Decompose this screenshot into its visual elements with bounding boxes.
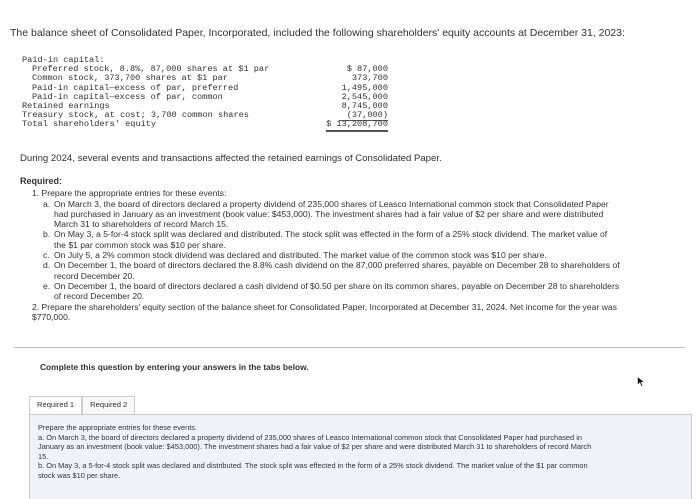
panel-line: Prepare the appropriate entries for these events. — [38, 423, 197, 432]
divider — [14, 347, 685, 348]
instructions-note: Complete this question by entering your answers in the tabs below. — [40, 362, 309, 372]
panel-text — [38, 423, 598, 481]
requirement-1: 1. Prepare the appropriate entries for these events: — [32, 188, 227, 199]
requirement-1-items — [20, 199, 620, 302]
required-section — [20, 176, 620, 322]
item-letter: b. — [43, 229, 51, 240]
tab-bar — [29, 396, 135, 415]
item-letter: c. — [43, 250, 50, 261]
list-item — [43, 229, 620, 250]
equity-heading: Paid-in capital: — [22, 55, 105, 65]
equity-row-label: Retained earnings — [22, 100, 110, 111]
list-item — [43, 281, 620, 302]
equity-table — [22, 56, 398, 130]
equity-total-row — [22, 120, 398, 129]
item-letter: d. — [43, 260, 51, 271]
equity-row-value: 8,745,000 — [341, 100, 388, 111]
item-letter: a. — [43, 198, 51, 209]
item-text: On December 1, the board of directors declared a cash dividend of $0.50 per share on its common shares, payable on December 28 to shareholders of record December 20. — [54, 280, 620, 302]
tab-required-2[interactable]: Required 2 — [82, 396, 135, 415]
list-item — [43, 260, 620, 281]
equity-total-label: Total shareholders' equity — [22, 119, 157, 130]
equity-row-label: Paid-in capital—excess of par, preferred — [32, 82, 239, 93]
item-letter: e. — [43, 280, 51, 291]
list-item — [43, 199, 620, 230]
equity-row-value: (37,000) — [339, 111, 388, 121]
during-text: During 2024, several events and transactions affected the retained earnings of Consolidated Paper. — [20, 153, 442, 164]
equity-row-label: Treasury stock, at cost; 3,700 common shares — [22, 110, 249, 121]
equity-row-value: 1,495,000 — [341, 82, 388, 93]
equity-row-label: Common stock, 373,700 shares at $1 par — [32, 73, 228, 84]
equity-row-label: Paid-in capital—excess of par, common — [32, 91, 223, 102]
item-text: On July 5, a 2% common stock dividend was declared and distributed. The market value of the common stock was $10 per share. — [54, 250, 547, 261]
tab-required-1[interactable]: Required 1 — [29, 396, 82, 415]
mouse-cursor-icon — [637, 376, 646, 387]
requirement-2: 2. Prepare the shareholders' equity section of the balance sheet for Consolidated Paper, Incorporated at December 31, 2024. Net income for the year was $770,000. — [32, 301, 617, 322]
equity-row-label: Preferred stock, 8.8%, 87,000 shares at $1 par — [32, 64, 270, 75]
equity-total-value: $ 13,208,700 — [326, 119, 388, 130]
intro-text: The balance sheet of Consolidated Paper, Incorporated, included the following shareholders' equity accounts at December 31, 2023: — [10, 27, 625, 39]
panel-line: b. On May 3, a 5-for-4 stock split was declared and distributed. The stock split was effected in the form of a 25% stock dividend. The market value of the $1 par common stock was $10 per share. — [38, 461, 588, 480]
tab-panel — [29, 414, 692, 499]
equity-row-value: 2,545,000 — [341, 91, 388, 102]
item-text: On May 3, a 5-for-4 stock split was declared and distributed. The stock split was effected in the form of a 25% stock dividend. The market value of the $1 par common stock was $10 per share. — [54, 229, 608, 250]
panel-line: a. On March 3, the board of directors declared a property dividend of 235,000 shares of Leasco International common stock that Consolidated Paper had purchased in January as an investment (book value: $453,000). The investment shares had a fair value of $2 per share and were distributed March 31 to shareholders of record March 15. — [38, 432, 592, 461]
item-text: On December 1, the board of directors declared the 8.8% cash dividend on the 87,000 preferred shares, payable on December 28 to shareholders of record December 20. — [54, 260, 620, 281]
required-title: Required: — [20, 176, 63, 186]
list-item — [43, 250, 620, 260]
item-text: On March 3, the board of directors declared a property dividend of 235,000 shares of Leasco International common stock that Consolidated Paper had purchased in January as an investment (book value: $453,000). The investment shares had a fair value of $2 per share and were distributed March 31 to shareholders of record March 15. — [54, 198, 609, 230]
equity-row-value: 373,700 — [351, 73, 388, 84]
equity-row-value: $ 87,000 — [346, 64, 388, 75]
